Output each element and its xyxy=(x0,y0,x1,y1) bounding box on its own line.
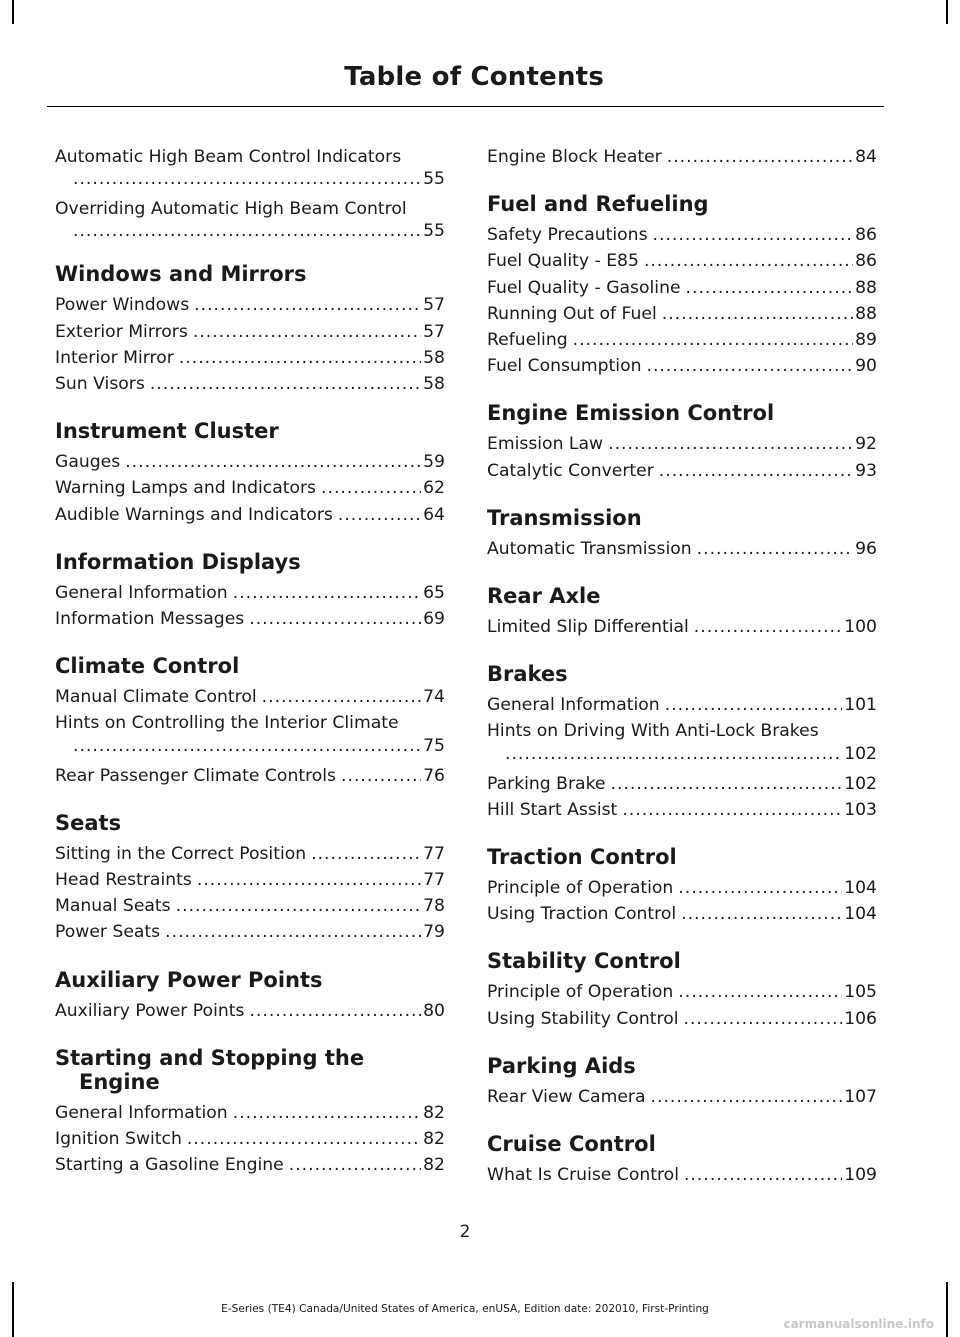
section-heading[interactable]: Traction Control xyxy=(487,845,677,870)
toc-entry[interactable] xyxy=(487,771,877,797)
dot-leader xyxy=(262,684,421,710)
toc-entry[interactable] xyxy=(487,536,877,562)
crop-mark-bottom-right xyxy=(946,1282,948,1337)
dot-leader xyxy=(197,867,421,893)
dot-leader xyxy=(665,692,842,718)
dot-leader xyxy=(651,1084,843,1110)
dot-leader xyxy=(150,371,421,397)
section-heading[interactable]: Engine Emission Control xyxy=(487,401,775,426)
dot-leader xyxy=(622,797,842,823)
toc-entry[interactable] xyxy=(55,710,445,754)
toc-entry-page: 75 xyxy=(423,735,445,756)
toc-entry-page: 101 xyxy=(844,695,877,716)
toc-entry-page: 93 xyxy=(855,460,877,481)
section-heading[interactable]: Stability Control xyxy=(487,949,681,974)
toc-entry[interactable] xyxy=(487,1162,877,1188)
toc-entry-page: 82 xyxy=(423,1155,445,1176)
toc-entry-title: Auxiliary Power Points xyxy=(55,1000,245,1021)
toc-entry[interactable] xyxy=(55,449,445,475)
toc-entry[interactable] xyxy=(55,919,445,945)
dot-leader xyxy=(653,222,854,248)
toc-entry[interactable] xyxy=(55,1152,445,1178)
toc-entry[interactable] xyxy=(487,222,877,248)
dot-leader xyxy=(647,353,854,379)
toc-column-left xyxy=(55,144,445,1178)
toc-entry[interactable] xyxy=(55,606,445,632)
toc-entry[interactable] xyxy=(487,458,877,484)
dot-leader xyxy=(684,1162,842,1188)
section-heading[interactable]: Parking Aids xyxy=(487,1053,636,1078)
toc-entry-title: Running Out of Fuel xyxy=(487,303,657,324)
toc-entry[interactable] xyxy=(55,763,445,789)
toc-entry-continuation xyxy=(487,745,877,763)
dot-leader xyxy=(694,614,842,640)
toc-entry-title: Principle of Operation xyxy=(487,878,674,899)
crop-mark-top-left xyxy=(12,0,14,24)
toc-entry[interactable] xyxy=(55,1126,445,1152)
toc-entry-page: 58 xyxy=(423,374,445,395)
dot-leader xyxy=(249,998,421,1024)
toc-entry[interactable] xyxy=(487,614,877,640)
toc-entry-continuation xyxy=(55,222,445,240)
toc-entry-title: Automatic High Beam Control Indicators xyxy=(55,147,402,167)
toc-entry-page: 77 xyxy=(423,870,445,891)
toc-entry[interactable] xyxy=(487,1084,877,1110)
dot-leader xyxy=(697,536,853,562)
toc-entry-page: 64 xyxy=(423,504,445,525)
toc-entry-page: 77 xyxy=(423,843,445,864)
toc-entry-page: 55 xyxy=(423,221,445,242)
toc-entry-page: 92 xyxy=(855,434,877,455)
toc-entry-title: Parking Brake xyxy=(487,773,606,794)
toc-entry-title: Exterior Mirrors xyxy=(55,321,188,342)
toc-entry-title: General Information xyxy=(55,1102,228,1123)
dot-leader xyxy=(249,606,421,632)
toc-entry-page: 88 xyxy=(855,277,877,298)
toc-entry-page: 104 xyxy=(844,904,877,925)
dot-leader xyxy=(176,893,421,919)
toc-entry-title: Starting a Gasoline Engine xyxy=(55,1155,284,1176)
dot-leader xyxy=(608,431,853,457)
page-title: Table of Contents xyxy=(344,62,604,92)
toc-entry[interactable] xyxy=(55,841,445,867)
toc-entry-title: Power Windows xyxy=(55,295,190,316)
dot-leader xyxy=(686,275,854,301)
toc-entry-page: 57 xyxy=(423,295,445,316)
title-divider xyxy=(47,106,884,107)
toc-entry[interactable] xyxy=(487,797,877,823)
toc-entry-title: Power Seats xyxy=(55,922,161,943)
toc-entry-title: Using Stability Control xyxy=(487,1008,679,1029)
toc-entry[interactable] xyxy=(55,475,445,501)
section-heading[interactable]: Starting and Stopping the Engine xyxy=(55,1045,365,1094)
toc-entry-page: 106 xyxy=(844,1008,877,1029)
dot-leader xyxy=(659,458,853,484)
toc-entry-title: Head Restraints xyxy=(55,870,192,891)
dot-leader xyxy=(684,1006,843,1032)
toc-entry-title: Using Traction Control xyxy=(487,904,677,925)
toc-entry[interactable] xyxy=(487,431,877,457)
toc-entry-page: 100 xyxy=(844,617,877,638)
toc-entry-page: 103 xyxy=(844,799,877,820)
toc-entry-title: Manual Seats xyxy=(55,896,171,917)
dot-leader xyxy=(289,1152,421,1178)
dot-leader xyxy=(678,979,842,1005)
toc-entry-page: 65 xyxy=(423,582,445,603)
toc-entry-title: Rear Passenger Climate Controls xyxy=(55,765,337,786)
toc-entry-title: General Information xyxy=(55,582,228,603)
section-heading[interactable]: Auxiliary Power Points xyxy=(55,967,323,992)
toc-entry-page: 76 xyxy=(423,765,445,786)
section-heading[interactable]: Rear Axle xyxy=(487,584,601,609)
toc-entry[interactable] xyxy=(487,901,877,927)
toc-entry-page: 79 xyxy=(423,922,445,943)
toc-entry-title: Rear View Camera xyxy=(487,1086,646,1107)
toc-entry-page: 96 xyxy=(855,538,877,559)
toc-entry-title: Catalytic Converter xyxy=(487,460,654,481)
toc-entry-continuation xyxy=(55,170,445,188)
toc-entry[interactable] xyxy=(55,580,445,606)
toc-entry-page: 86 xyxy=(855,225,877,246)
toc-entry-title: Information Messages xyxy=(55,609,245,630)
toc-entry[interactable] xyxy=(55,371,445,397)
dot-leader xyxy=(187,1126,421,1152)
toc-entry[interactable] xyxy=(487,875,877,901)
section-heading[interactable]: Climate Control xyxy=(55,654,240,679)
toc-entry[interactable] xyxy=(487,1006,877,1032)
toc-entry-page: 102 xyxy=(844,743,877,764)
dot-leader xyxy=(73,737,421,755)
page-number: 2 xyxy=(459,1222,471,1242)
toc-entry[interactable] xyxy=(55,893,445,919)
dot-leader xyxy=(644,248,853,274)
toc-entry-title: Engine Block Heater xyxy=(487,147,662,167)
toc-entry-page: 82 xyxy=(423,1102,445,1123)
toc-entry-title: General Information xyxy=(487,695,660,716)
dot-leader xyxy=(505,745,842,763)
toc-entry-title: Warning Lamps and Indicators xyxy=(55,478,317,499)
toc-entry[interactable] xyxy=(487,692,877,718)
toc-entry-page: 69 xyxy=(423,609,445,630)
dot-leader xyxy=(573,327,854,353)
dot-leader xyxy=(321,475,421,501)
dot-leader xyxy=(611,771,843,797)
edition-footer: E-Series (TE4) Canada/United States of America, enUSA, Edition date: 202010, First-Printing xyxy=(221,1303,709,1315)
dot-leader xyxy=(193,319,421,345)
section-heading[interactable]: Seats xyxy=(55,810,122,835)
toc-entry-page: 105 xyxy=(844,982,877,1003)
toc-entry-page: 59 xyxy=(423,452,445,473)
toc-entry-title: Interior Mirror xyxy=(55,347,174,368)
toc-entry-title: Fuel Quality - Gasoline xyxy=(487,277,681,298)
toc-entry-title: Audible Warnings and Indicators xyxy=(55,504,333,525)
toc-entry-page: 107 xyxy=(844,1086,877,1107)
section-heading[interactable]: Instrument Cluster xyxy=(55,419,279,444)
section-heading[interactable]: Cruise Control xyxy=(487,1132,656,1157)
toc-entry[interactable] xyxy=(55,502,445,528)
toc-entry[interactable] xyxy=(55,319,445,345)
section-heading[interactable]: Transmission xyxy=(487,505,642,530)
toc-entry[interactable] xyxy=(487,275,877,301)
toc-entry-continuation xyxy=(55,737,445,755)
dot-leader xyxy=(667,144,853,170)
watermark: carmanualsonline.info xyxy=(783,1317,934,1331)
toc-entry-title: Fuel Consumption xyxy=(487,356,642,377)
dot-leader xyxy=(179,345,421,371)
toc-entry-title: Safety Precautions xyxy=(487,225,648,246)
toc-entry-title: What Is Cruise Control xyxy=(487,1165,679,1186)
section-heading[interactable]: Brakes xyxy=(487,662,568,687)
dot-leader xyxy=(311,841,421,867)
toc-entry[interactable] xyxy=(55,867,445,893)
toc-entry-title: Sitting in the Correct Position xyxy=(55,843,307,864)
toc-entry-page: 57 xyxy=(423,321,445,342)
dot-leader xyxy=(233,1100,421,1126)
toc-entry-page: 102 xyxy=(844,773,877,794)
dot-leader xyxy=(194,292,421,318)
dot-leader xyxy=(73,170,421,188)
toc-entry[interactable] xyxy=(487,144,877,170)
toc-entry-page: 89 xyxy=(855,330,877,351)
toc-entry-page: 62 xyxy=(423,478,445,499)
toc-entry-title: Ignition Switch xyxy=(55,1129,182,1150)
toc-entry[interactable] xyxy=(487,353,877,379)
toc-entry[interactable] xyxy=(55,998,445,1024)
toc-entry[interactable] xyxy=(487,301,877,327)
toc-entry-page: 80 xyxy=(423,1000,445,1021)
toc-entry-page: 90 xyxy=(855,356,877,377)
dot-leader xyxy=(341,763,421,789)
dot-leader xyxy=(165,919,421,945)
toc-entry[interactable] xyxy=(55,345,445,371)
toc-entry[interactable] xyxy=(55,144,445,188)
section-heading[interactable]: Fuel and Refueling xyxy=(487,192,709,217)
toc-column-right xyxy=(487,144,877,1188)
toc-entry[interactable] xyxy=(487,248,877,274)
toc-entry-title: Fuel Quality - E85 xyxy=(487,251,639,272)
toc-entry-title: Refueling xyxy=(487,330,568,351)
toc-entry-title: Hints on Driving With Anti-Lock Brakes xyxy=(487,721,819,742)
toc-entry-title: Emission Law xyxy=(487,434,604,455)
dot-leader xyxy=(338,502,421,528)
toc-entry-title: Hill Start Assist xyxy=(487,799,618,820)
toc-entry[interactable] xyxy=(55,1100,445,1126)
toc-entry-page: 88 xyxy=(855,303,877,324)
toc-entry[interactable] xyxy=(487,327,877,353)
dot-leader xyxy=(73,222,421,240)
toc-entry-page: 86 xyxy=(855,251,877,272)
toc-entry[interactable] xyxy=(55,684,445,710)
dot-leader xyxy=(662,301,853,327)
section-heading[interactable]: Windows and Mirrors xyxy=(55,262,307,287)
crop-mark-top-right xyxy=(946,0,948,24)
toc-entry-title: Principle of Operation xyxy=(487,982,674,1003)
toc-entry[interactable] xyxy=(55,196,445,240)
toc-entry-title: Limited Slip Differential xyxy=(487,617,689,638)
toc-entry-page: 58 xyxy=(423,347,445,368)
toc-entry-page: 78 xyxy=(423,896,445,917)
toc-entry-page: 55 xyxy=(423,169,445,190)
toc-entry-page: 109 xyxy=(844,1165,877,1186)
toc-entry-title: Automatic Transmission xyxy=(487,538,692,559)
toc-entry[interactable] xyxy=(487,979,877,1005)
toc-entry-title: Overriding Automatic High Beam Control xyxy=(55,199,407,220)
toc-entry-page: 82 xyxy=(423,1129,445,1150)
section-heading[interactable]: Information Displays xyxy=(55,549,301,574)
dot-leader xyxy=(233,580,421,606)
toc-entry-title: Manual Climate Control xyxy=(55,687,257,708)
dot-leader xyxy=(681,901,842,927)
toc-entry-title: Hints on Controlling the Interior Climate xyxy=(55,713,399,734)
toc-entry-title: Gauges xyxy=(55,452,121,473)
toc-entry-page: 74 xyxy=(423,687,445,708)
dot-leader xyxy=(125,449,421,475)
toc-entry-page: 104 xyxy=(844,878,877,899)
toc-entry[interactable] xyxy=(487,718,877,762)
dot-leader xyxy=(678,875,842,901)
toc-entry[interactable] xyxy=(55,292,445,318)
toc-entry-title: Sun Visors xyxy=(55,374,145,395)
toc-entry-page: 84 xyxy=(855,147,877,167)
